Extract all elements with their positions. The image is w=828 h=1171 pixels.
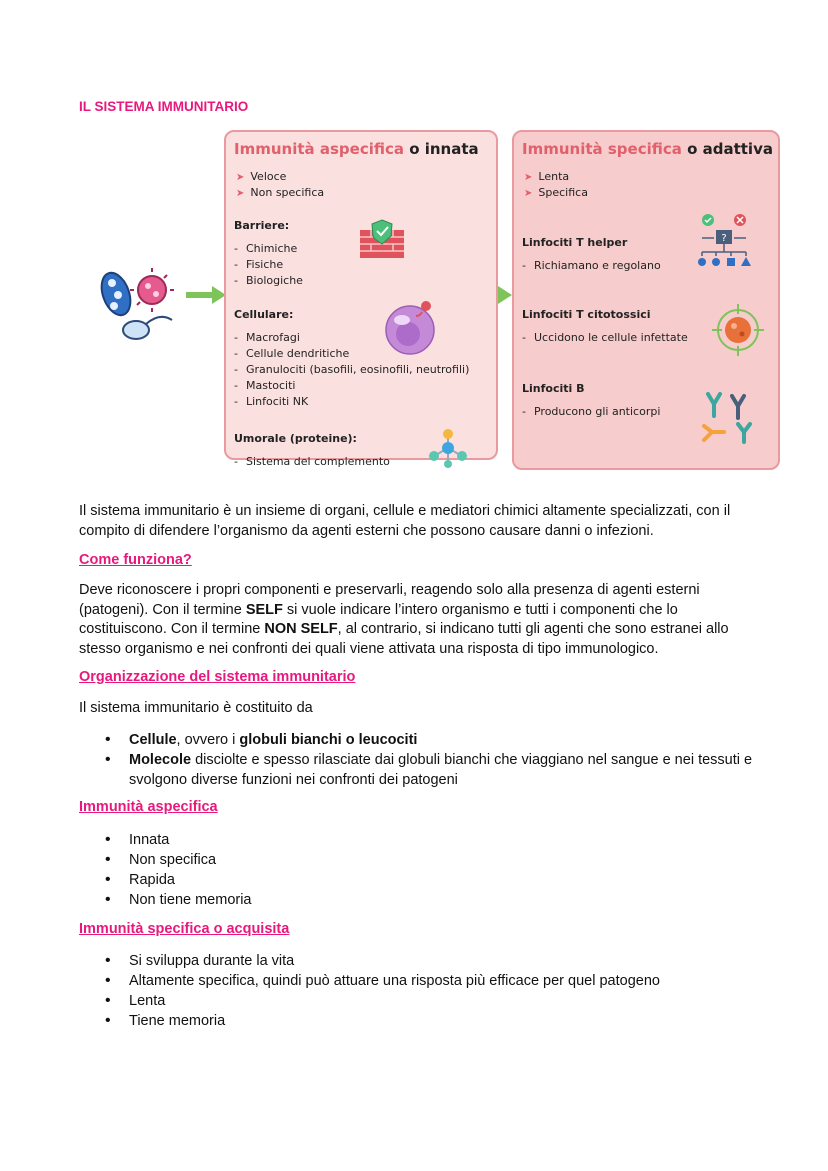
cell-item: - Cellule dendritiche xyxy=(234,347,350,360)
list-item: • Lenta xyxy=(79,991,759,1011)
adaptive-immunity-box xyxy=(512,130,780,470)
infected-cell-target-icon xyxy=(712,304,764,356)
cell-item: - Granulociti (basofili, eosinofili, neutrofili) xyxy=(234,363,470,376)
pathogens-illustration xyxy=(94,268,184,353)
list-item: • Innata xyxy=(79,830,759,850)
barrier-item: - Fisiche xyxy=(234,258,284,271)
innate-trait: ➤ Non specifica xyxy=(236,186,325,199)
intro-paragraph: Il sistema immunitario è un insieme di organi, cellule e mediatori chimici altamente specializzati, con il compito di difendere l’organismo da agenti esterni che possono causare danni o infezioni. xyxy=(79,503,731,539)
barrier-item: - Chimiche xyxy=(234,242,298,255)
organization-list xyxy=(79,730,759,790)
list-item: • Non specifica xyxy=(79,850,759,870)
macrophage-cell-icon xyxy=(382,298,440,356)
innate-heading: Immunità aspecifica o innata xyxy=(234,140,479,158)
organization-intro: Il sistema immunitario è costituito da xyxy=(79,700,313,716)
innate-immunity-box xyxy=(224,130,498,468)
page-title: IL SISTEMA IMMUNITARIO xyxy=(79,99,249,114)
cell-item: - Mastociti xyxy=(234,379,296,392)
innate-list xyxy=(79,830,759,910)
antibodies-icon xyxy=(698,390,758,446)
adaptive-list xyxy=(79,951,759,1031)
adaptive-heading: Immunità specifica o adattiva xyxy=(522,140,773,158)
barriers-title: Barriere: xyxy=(234,219,290,232)
list-item: • Rapida xyxy=(79,870,759,890)
t-cytotoxic-item: - Uccidono le cellule infettate xyxy=(522,331,688,344)
t-helper-item: - Richiamano e regolano xyxy=(522,259,661,272)
immunity-diagram xyxy=(90,128,790,478)
svg-text:?: ? xyxy=(721,233,727,244)
virus-icon xyxy=(130,268,174,312)
section-heading-organization: Organizzazione del sistema immunitario xyxy=(79,669,356,685)
arrow-icon xyxy=(186,286,226,304)
innate-trait: ➤ Veloce xyxy=(236,170,287,183)
t-cytotoxic-title: Linfociti T citotossici xyxy=(522,308,651,321)
firewall-shield-icon xyxy=(358,218,406,260)
bacterium-icon xyxy=(96,269,135,319)
list-item: • Molecole disciolte e spesso rilasciate dai globuli bianchi che viaggiano nel sangue e nei tessuti e svolgono diverse funzioni nei confronti dei patogeni xyxy=(79,750,759,790)
humoral-title: Umorale (proteine): xyxy=(234,432,357,445)
how-paragraph: Deve riconoscere i propri componenti e preservarli, reagendo solo alla presenza di agenti esterni (patogeni). Con il termine SELF si vuole indicare l’intero organismo e tutti i componenti che lo costituiscono. Con il termine NON SELF, al contrario, si indicano tutti gli agenti che sono estranei allo stesso organismo e nei confronti dei quali viene attivata una risposta di tipo immunologico. xyxy=(79,582,729,657)
section-heading-adaptive: Immunità specifica o acquisita xyxy=(79,921,290,937)
list-item: • Altamente specifica, quindi può attuare una risposta più efficace per quel patogeno xyxy=(79,971,759,991)
b-cells-item: - Producono gli anticorpi xyxy=(522,405,661,418)
sperm-like-bacterium-icon xyxy=(123,317,172,339)
adaptive-trait: ➤ Specifica xyxy=(524,186,588,199)
section-heading-how: Come funziona? xyxy=(79,552,192,568)
t-helper-title: Linfociti T helper xyxy=(522,236,628,249)
regulation-network-icon xyxy=(694,212,754,270)
list-item: • Tiene memoria xyxy=(79,1011,759,1031)
list-item: • Cellule, ovvero i globuli bianchi o leucociti xyxy=(79,730,759,750)
b-cells-title: Linfociti B xyxy=(522,382,585,395)
section-heading-innate: Immunità aspecifica xyxy=(79,799,218,815)
barrier-item: - Biologiche xyxy=(234,274,303,287)
list-item: • Non tiene memoria xyxy=(79,890,759,910)
humoral-item: - Sistema del complemento xyxy=(234,455,390,468)
list-item: • Si sviluppa durante la vita xyxy=(79,951,759,971)
cell-item: - Macrofagi xyxy=(234,331,300,344)
cellular-title: Cellulare: xyxy=(234,308,294,321)
protein-molecule-icon xyxy=(426,428,470,470)
cell-item: - Linfociti NK xyxy=(234,395,309,408)
adaptive-trait: ➤ Lenta xyxy=(524,170,570,183)
